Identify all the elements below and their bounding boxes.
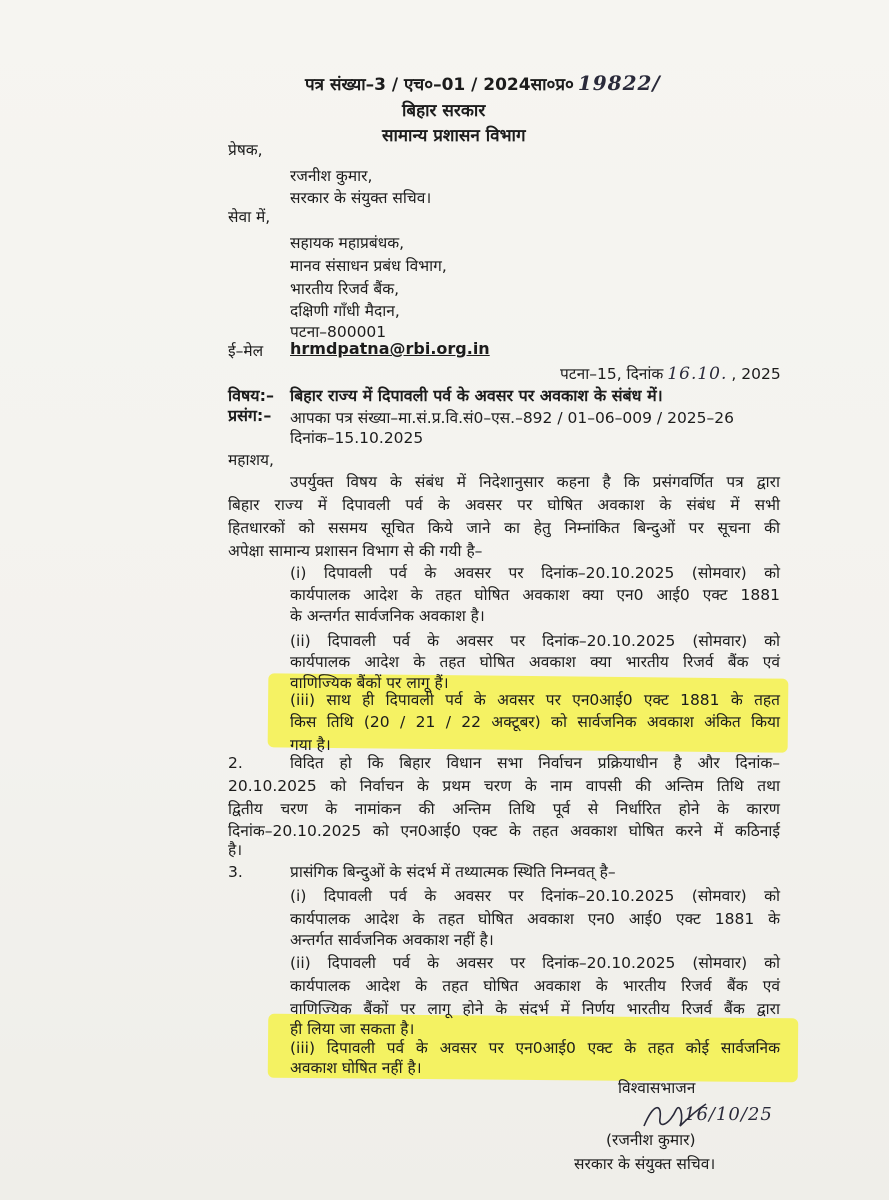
point-line: कार्यपालक आदेश के तहत घोषित अवकाश क्या एन0 आई0 एक्ट 1881 [290, 586, 780, 604]
letter-reference-number: पत्र संख्या–3 / एच०–01 / 2024सा०प्र० 19822/ [305, 71, 661, 95]
point-line: (ii) दिपावली पर्व के अवसर पर दिनांक–20.10.2025 (सोमवार) को [290, 632, 780, 650]
para3-intro: प्रासंगिक बिन्दुओं के संदर्भ में तथ्यात्मक स्थिति निम्नवत् है– [290, 863, 616, 881]
recipient-line: भारतीय रिजर्व बैंक, [290, 280, 400, 298]
highlighted-point-line: गया है। [290, 736, 331, 754]
highlighted-point-line: (iii) दिपावली पर्व के अवसर पर एन0आई0 एक्ट के तहत कोई सार्वजनिक [290, 1039, 780, 1057]
point-line: कार्यपालक आदेश के तहत घोषित अवकाश क्या भारतीय रिजर्व बैंक एवं [290, 653, 780, 671]
highlighted-point-line: किस तिथि (20 / 21 / 22 अक्टूबर) को सार्वजनिक अवकाश अंकित किया [290, 713, 780, 731]
point-line: (i) दिपावली पर्व के अवसर पर दिनांक–20.10.2025 (सोमवार) को [290, 564, 780, 582]
recipient-line: सहायक महाप्रबंधक, [290, 234, 405, 252]
subject-text: बिहार राज्य में दिपावली पर्व के अवसर पर अवकाश के संबंध में। [290, 386, 663, 405]
sender-designation: सरकार के संयुक्त सचिव। [290, 189, 432, 207]
email-address[interactable]: hrmdpatna@rbi.org.in [290, 339, 490, 358]
closing-yours: विश्वासभाजन [618, 1079, 696, 1097]
sender-label: प्रेषक, [228, 141, 263, 159]
recipient-line: मानव संसाधन प्रबंध विभाग, [290, 257, 447, 275]
closing-name: (रजनीश कुमार) [606, 1131, 696, 1149]
para1-line: अपेक्षा सामान्य प्रशासन विभाग से की गयी है– [228, 542, 483, 560]
date-line: पटना–15, दिनांक 16.10. , 2025 [560, 364, 781, 384]
signature-date: 16/10/25 [684, 1104, 773, 1125]
para2-line: दिनांक–20.10.2025 को एन0आई0 एक्ट के तहत अवकाश घोषित करने में कठिनाई [228, 822, 780, 840]
point-line: वाणिज्यिक बैंकों पर लागू होने के संदर्भ में निर्णय भारतीय रिजर्व बैंक द्वारा [290, 1000, 780, 1018]
point-line: कार्यपालक आदेश के तहत घोषित अवकाश के भारतीय रिजर्व बैंक एवं [290, 977, 780, 995]
department-name: सामान्य प्रशासन विभाग [382, 126, 526, 146]
government-name: बिहार सरकार [402, 101, 486, 121]
reference-line-1: आपका पत्र संख्या–मा.सं.प्र.वि.सं0–एस.–892 / 01–06–009 / 2025–26 [290, 409, 735, 427]
recipient-line: दक्षिणी गाँधी मैदान, [290, 302, 400, 320]
para1-line: हितधारकों को ससमय सूचित किये जाने का हेतु निम्नांकित बिन्दुओं पर सूचना की [228, 519, 780, 537]
email-label: ई–मेल [228, 342, 264, 360]
point-line: के अन्तर्गत सार्वजनिक अवकाश है। [290, 607, 485, 625]
para1-line: बिहार राज्य में दिपावली पर्व के अवसर पर घोषित अवकाश के संबंध में सभी [228, 496, 780, 514]
salutation: महाशय, [228, 451, 274, 469]
highlighted-point-line: (iii) साथ ही दिपावली पर्व के अवसर पर एन0आई0 एक्ट 1881 के तहत [290, 691, 780, 709]
para2-line: है। [228, 841, 243, 859]
closing-designation: सरकार के संयुक्त सचिव। [574, 1155, 716, 1173]
para2-line: विदित हो कि बिहार विधान सभा निर्वाचन प्रक्रियाधीन है और दिनांक– [290, 754, 780, 772]
subject-label: विषय:– [228, 386, 274, 405]
reference-label: प्रसंग:– [228, 406, 272, 425]
para2-line: 20.10.2025 को निर्वाचन के प्रथम चरण के नाम वापसी की अन्तिम तिथि तथा [228, 777, 780, 795]
point-line: ही लिया जा सकता है। [290, 1020, 415, 1038]
para3-number: 3. [228, 863, 243, 881]
para1-line: उपर्युक्त विषय के संबंध में निदेशानुसार कहना है कि प्रसंगवर्णित पत्र द्वारा [290, 473, 780, 491]
recipient-line: पटना–800001 [290, 323, 387, 341]
handwritten-ref-number: 19822/ [577, 71, 661, 95]
highlighted-point-line: अवकाश घोषित नहीं है। [290, 1059, 422, 1077]
reference-line-2: दिनांक–15.10.2025 [290, 429, 424, 447]
point-line: वाणिज्यिक बैंकों पर लागू हैं। [290, 674, 449, 692]
point-line: अन्तर्गत सार्वजनिक अवकाश नहीं है। [290, 931, 494, 949]
sender-name: रजनीश कुमार, [290, 167, 373, 185]
handwritten-date: 16.10. [667, 364, 728, 384]
recipient-label: सेवा में, [228, 208, 271, 226]
point-line: कार्यपालक आदेश के तहत घोषित अवकाश एन0 आई0 एक्ट 1881 के [290, 910, 780, 928]
point-line: (ii) दिपावली पर्व के अवसर पर दिनांक–20.10.2025 (सोमवार) को [290, 954, 780, 972]
para2-line: द्वितीय चरण के नामांकन की अन्तिम तिथि पूर्व से निर्धारित होने के कारण [228, 800, 780, 818]
point-line: (i) दिपावली पर्व के अवसर पर दिनांक–20.10.2025 (सोमवार) को [290, 887, 780, 905]
para2-number: 2. [228, 754, 243, 772]
